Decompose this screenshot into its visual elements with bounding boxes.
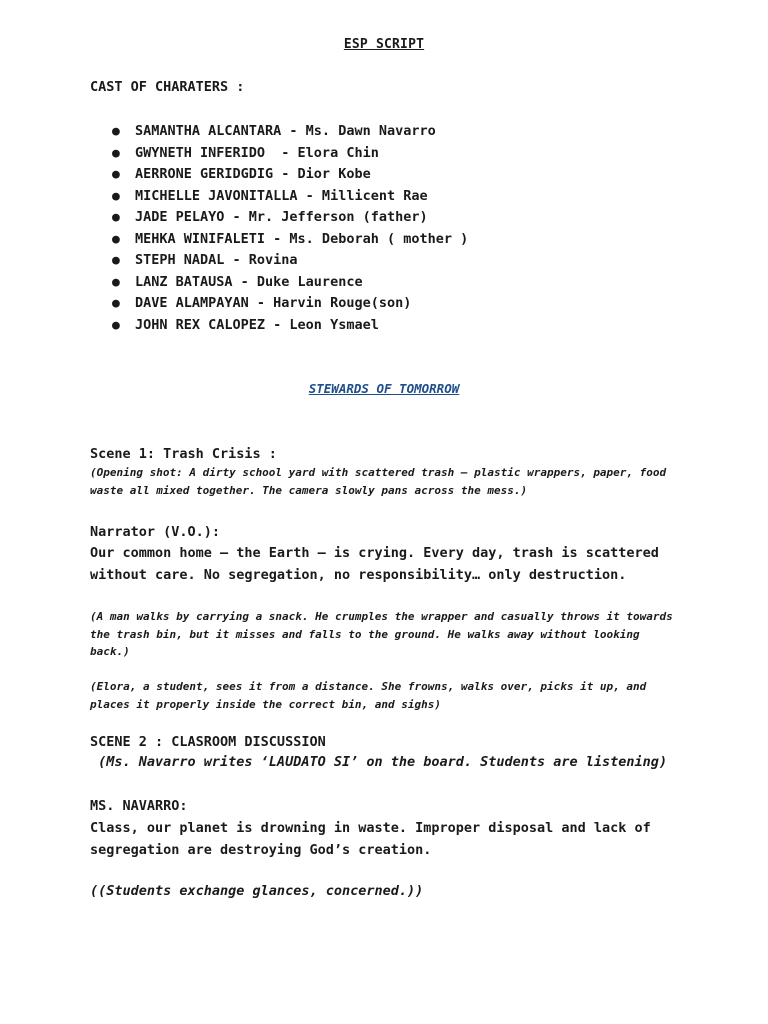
bullet-icon: ● bbox=[112, 145, 120, 161]
document-title: ESP SCRIPT bbox=[343, 37, 425, 52]
scene2-board-direction: (Ms. Navarro writes ‘LAUDATO SI’ on the board. Students are listening) bbox=[90, 754, 668, 770]
cast-item-text: JADE PELAYO - Mr. Jefferson (father) bbox=[135, 209, 428, 225]
navarro-line: Class, our planet is drowning in waste. Improper disposal and lack of segregation are destroying God’s creation. bbox=[90, 820, 651, 858]
cast-item-text: LANZ BATAUSA - Duke Laurence bbox=[135, 273, 363, 290]
cast-item-text: DAVE ALAMPAYAN - Harvin Rouge(son) bbox=[135, 295, 412, 311]
cast-item bbox=[112, 229, 468, 251]
cast-heading: CAST OF CHARATERS : bbox=[90, 79, 245, 95]
narrator-label: Narrator (V.O.): bbox=[90, 524, 221, 540]
elora-stage-direction: (Elora, a student, sees it from a distance. She frowns, walks over, picks it up, and places it properly inside the correct bin, and sighs) bbox=[90, 680, 647, 711]
cast-item bbox=[112, 121, 468, 143]
scene1-opening-direction: (Opening shot: A dirty school yard with scattered trash — plastic wrappers, paper, food waste all mixed together. The camera slowly pans across the mess.) bbox=[90, 466, 667, 497]
cast-item-text: AERRONE GERIDGDIG - Dior Kobe bbox=[135, 166, 371, 182]
cast-item bbox=[112, 293, 468, 315]
bullet-icon: ● bbox=[112, 210, 120, 225]
cast-item-text: MEHKA WINIFALETI - Ms. Deborah ( mother ) bbox=[135, 230, 469, 247]
cast-item-text: GWYNETH INFERIDO - Elora Chin bbox=[135, 144, 379, 161]
cast-item bbox=[112, 272, 468, 294]
cast-item-text: JOHN REX CALOPEZ - Leon Ysmael bbox=[135, 316, 379, 333]
bullet-icon: ● bbox=[112, 296, 120, 311]
man-stage-direction: (A man walks by carrying a snack. He crumples the wrapper and casually throws it towards the trash bin, but it misses and falls to the ground. He walks away without looking back.) bbox=[90, 610, 673, 658]
bullet-icon: ● bbox=[112, 317, 120, 333]
narrator-line: Our common home — the Earth — is crying. Every day, trash is scattered without care. No segregation, no responsibility… only destruction. bbox=[90, 545, 659, 583]
bullet-icon: ● bbox=[112, 188, 120, 204]
cast-item-text: SAMANTHA ALCANTARA - Ms. Dawn Navarro bbox=[135, 123, 436, 139]
bullet-icon: ● bbox=[112, 167, 120, 182]
scene2-heading: SCENE 2 : CLASROOM DISCUSSION bbox=[90, 734, 326, 750]
students-direction: ((Students exchange glances, concerned.)) bbox=[90, 883, 424, 899]
cast-item bbox=[112, 164, 468, 186]
cast-item-text: MICHELLE JAVONITALLA - Millicent Rae bbox=[135, 187, 428, 204]
bullet-icon: ● bbox=[112, 124, 120, 139]
cast-list bbox=[112, 121, 468, 336]
cast-item-text: STEPH NADAL - Rovina bbox=[135, 252, 298, 268]
cast-item bbox=[112, 186, 468, 208]
script-subtitle: STEWARDS OF TOMORROW bbox=[308, 381, 460, 396]
cast-item bbox=[112, 207, 468, 229]
cast-item bbox=[112, 250, 468, 272]
navarro-speaker: MS. NAVARRO: bbox=[90, 798, 188, 814]
cast-item bbox=[112, 315, 468, 337]
cast-item bbox=[112, 143, 468, 165]
bullet-icon: ● bbox=[112, 274, 120, 290]
scene1-heading: Scene 1: Trash Crisis : bbox=[90, 446, 277, 462]
bullet-icon: ● bbox=[112, 253, 120, 268]
bullet-icon: ● bbox=[112, 231, 120, 247]
